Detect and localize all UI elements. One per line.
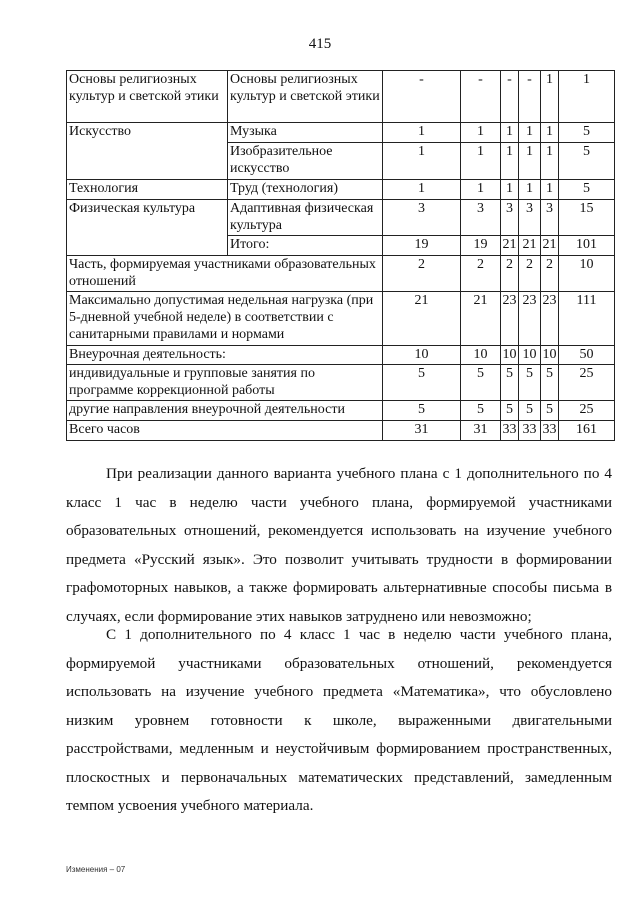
grade-3-cell: 21	[519, 236, 541, 256]
grade-3-cell: 3	[519, 200, 541, 236]
row-label-cell: индивидуальные и групповые занятия по программе коррекционной работы	[67, 365, 383, 401]
table-row	[67, 401, 615, 421]
subject-area-cell: Искусство	[67, 123, 228, 180]
grade-2-cell: 33	[501, 421, 519, 441]
total-cell: 25	[559, 401, 615, 421]
grade-3-cell: 33	[519, 421, 541, 441]
subject-cell: Основы религиозных культур и светской этики	[228, 71, 383, 123]
grade-1-cell: 5	[461, 401, 501, 421]
grade-4-cell: 5	[541, 365, 559, 401]
grade-3-cell: 5	[519, 365, 541, 401]
grade-3-cell: 1	[519, 143, 541, 180]
total-cell: 25	[559, 365, 615, 401]
curriculum-table-body	[67, 71, 615, 441]
grade-1-cell: 31	[461, 421, 501, 441]
grade-3-cell: 5	[519, 401, 541, 421]
grade-1-additional-cell: 5	[383, 365, 461, 401]
grade-3-cell: 2	[519, 256, 541, 292]
row-label-cell: Часть, формируемая участниками образовательных отношений	[67, 256, 383, 292]
subject-cell: Музыка	[228, 123, 383, 143]
grade-4-cell: 23	[541, 292, 559, 346]
grade-1-cell: -	[461, 71, 501, 123]
grade-4-cell: 21	[541, 236, 559, 256]
grade-1-cell: 1	[461, 143, 501, 180]
total-cell: 50	[559, 346, 615, 365]
grade-4-cell: 33	[541, 421, 559, 441]
grade-3-cell: -	[519, 71, 541, 123]
grade-1-additional-cell: 19	[383, 236, 461, 256]
grade-2-cell: 5	[501, 365, 519, 401]
grade-3-cell: 1	[519, 180, 541, 200]
row-label-cell: Внеурочная деятельность:	[67, 346, 383, 365]
grade-1-cell: 21	[461, 292, 501, 346]
grade-2-cell: 1	[501, 143, 519, 180]
grade-4-cell: 5	[541, 401, 559, 421]
grade-2-cell: 1	[501, 180, 519, 200]
grade-1-cell: 19	[461, 236, 501, 256]
grade-1-additional-cell: 1	[383, 143, 461, 180]
grade-1-additional-cell: 5	[383, 401, 461, 421]
grade-1-cell: 5	[461, 365, 501, 401]
table-row	[67, 200, 615, 236]
total-cell: 161	[559, 421, 615, 441]
total-cell: 111	[559, 292, 615, 346]
grade-1-cell: 3	[461, 200, 501, 236]
grade-2-cell: 23	[501, 292, 519, 346]
footer-revision: Изменения – 07	[66, 865, 126, 874]
body-paragraph: С 1 дополнительного по 4 класс 1 час в неделю части учебного плана, формируемой участниками образовательных отношений, рекомендуется использовать на изучение учебного предмета «Математика», что обусловлено низким уровнем готовности к школе, выраженными двигательными расстройствами, медленным и неустойчивым формированием пространственных, плоскостных и первоначальных математических представлений, замедленным темпом усвоения учебного материала.	[66, 626, 612, 814]
grade-3-cell: 10	[519, 346, 541, 365]
grade-1-cell: 10	[461, 346, 501, 365]
grade-4-cell: 1	[541, 123, 559, 143]
subject-cell: Изобразительное искусство	[228, 143, 383, 180]
grade-4-cell: 1	[541, 180, 559, 200]
grade-2-cell: 3	[501, 200, 519, 236]
grade-1-additional-cell: 2	[383, 256, 461, 292]
grade-1-cell: 1	[461, 123, 501, 143]
grade-1-additional-cell: 21	[383, 292, 461, 346]
subject-cell: Адаптивная физическая культура	[228, 200, 383, 236]
grade-3-cell: 23	[519, 292, 541, 346]
grade-1-additional-cell: 3	[383, 200, 461, 236]
table-row	[67, 180, 615, 200]
table-row	[67, 346, 615, 365]
grade-1-cell: 2	[461, 256, 501, 292]
page-number: 415	[308, 36, 332, 52]
grade-1-additional-cell: 1	[383, 180, 461, 200]
grade-1-additional-cell: 1	[383, 123, 461, 143]
table-row	[67, 292, 615, 346]
total-cell: 10	[559, 256, 615, 292]
table-row	[67, 421, 615, 441]
subject-area-cell: Физическая культура	[67, 200, 228, 256]
grade-2-cell: 2	[501, 256, 519, 292]
grade-4-cell: 3	[541, 200, 559, 236]
total-cell: 5	[559, 180, 615, 200]
total-cell: 5	[559, 123, 615, 143]
subject-cell: Труд (технология)	[228, 180, 383, 200]
row-label-cell: другие направления внеурочной деятельности	[67, 401, 383, 421]
row-label-cell: Максимально допустимая недельная нагрузка (при 5-дневной учебной неделе) в соответствии с санитарными правилами и нормами	[67, 292, 383, 346]
grade-4-cell: 1	[541, 143, 559, 180]
subject-area-cell: Технология	[67, 180, 228, 200]
table-row	[67, 256, 615, 292]
table-row	[67, 123, 615, 143]
grade-1-cell: 1	[461, 180, 501, 200]
row-label-cell: Всего часов	[67, 421, 383, 441]
total-cell: 1	[559, 71, 615, 123]
grade-2-cell: -	[501, 71, 519, 123]
grade-2-cell: 1	[501, 123, 519, 143]
grade-4-cell: 1	[541, 71, 559, 123]
grade-1-additional-cell: 10	[383, 346, 461, 365]
grade-3-cell: 1	[519, 123, 541, 143]
body-paragraph: При реализации данного варианта учебного плана с 1 дополнительного по 4 класс 1 час в неделю части учебного плана, формируемой участниками образовательных отношений, рекомендуется использовать на изучение учебного предмета «Русский язык». Это позволит учитывать трудности в формировании графомоторных навыков, а также формировать альтернативные способы письма в случаях, если формирование этих навыков затруднено или невозможно;	[66, 465, 612, 625]
grade-2-cell: 5	[501, 401, 519, 421]
subtotal-label-cell: Итого:	[228, 236, 383, 256]
grade-2-cell: 10	[501, 346, 519, 365]
grade-1-additional-cell: 31	[383, 421, 461, 441]
grade-4-cell: 2	[541, 256, 559, 292]
table-row	[67, 71, 615, 123]
total-cell: 101	[559, 236, 615, 256]
grade-4-cell: 10	[541, 346, 559, 365]
total-cell: 5	[559, 143, 615, 180]
curriculum-table	[66, 70, 615, 441]
table-row	[67, 365, 615, 401]
total-cell: 15	[559, 200, 615, 236]
grade-1-additional-cell: -	[383, 71, 461, 123]
subject-area-cell: Основы религиозных культур и светской этики	[67, 71, 228, 123]
grade-2-cell: 21	[501, 236, 519, 256]
